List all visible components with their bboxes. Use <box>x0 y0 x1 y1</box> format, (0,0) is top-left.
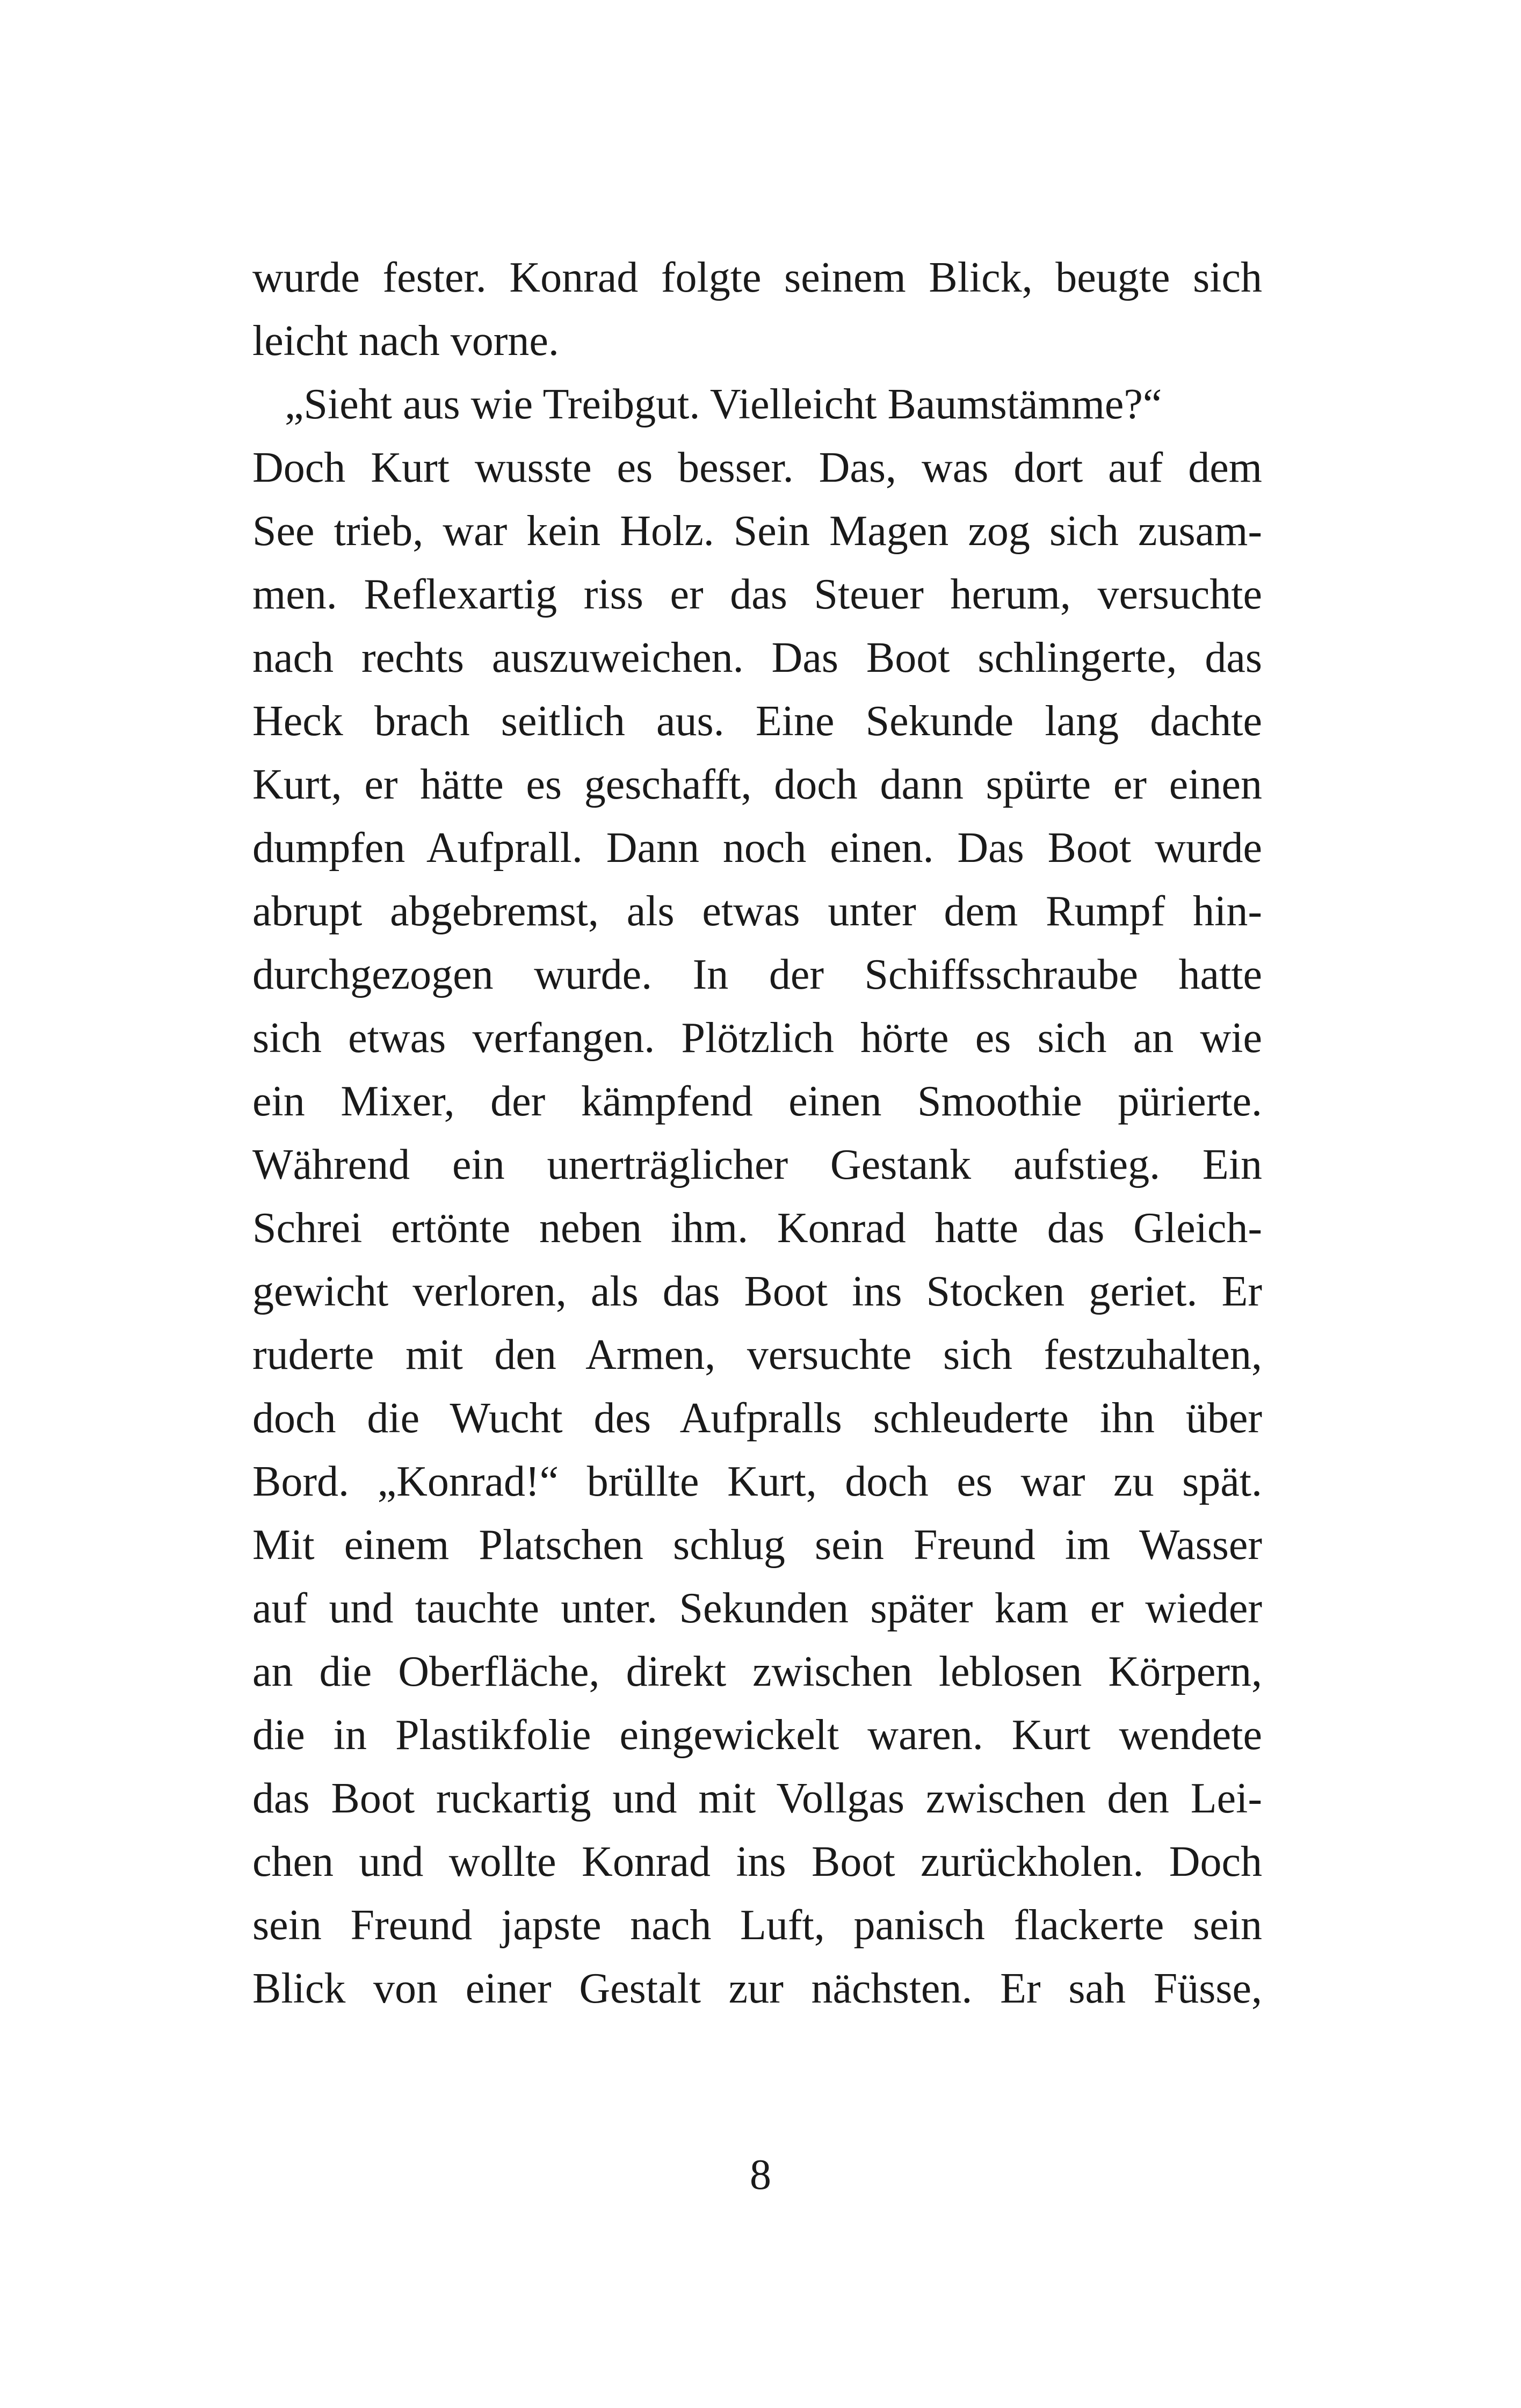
text-line: Bord. „Konrad!“ brüllte Kurt, doch es war zu spät. <box>252 1458 1262 1505</box>
text-line: nach rechts auszuweichen. Das Boot schlingerte, das <box>252 634 1262 681</box>
text-line: Heck brach seitlich aus. Eine Sekunde lang dachte <box>252 698 1262 745</box>
text-line: dumpfen Aufprall. Dann noch einen. Das Boot wurde <box>252 824 1262 872</box>
body-text <box>252 246 1262 2020</box>
text-line: wurde fester. Konrad folgte seinem Blick, beugte sich <box>252 254 1262 301</box>
page-number: 8 <box>750 2151 771 2199</box>
text-line: Kurt, er hätte es geschafft, doch dann spürte er einen <box>252 761 1262 808</box>
text-line: sich etwas verfangen. Plötzlich hörte es sich an wie <box>252 1014 1262 1062</box>
text-line: Schrei ertönte neben ihm. Konrad hatte das Gleich- <box>252 1205 1262 1252</box>
text-line: chen und wollte Konrad ins Boot zurückholen. Doch <box>252 1838 1262 1885</box>
text-line: Blick von einer Gestalt zur nächsten. Er sah Füsse, <box>252 1965 1262 2012</box>
text-line: ein Mixer, der kämpfend einen Smoothie pürierte. <box>252 1078 1262 1125</box>
text-line: See trieb, war kein Holz. Sein Magen zog sich zusam- <box>252 507 1262 555</box>
text-line: auf und tauchte unter. Sekunden später kam er wieder <box>252 1585 1262 1632</box>
text-line: Während ein unerträglicher Gestank aufstieg. Ein <box>252 1141 1262 1188</box>
text-line: an die Oberfläche, direkt zwischen leblosen Körpern, <box>252 1648 1262 1695</box>
text-line: ruderte mit den Armen, versuchte sich festzuhalten, <box>252 1331 1262 1379</box>
text-line: gewicht verloren, als das Boot ins Stocken geriet. Er <box>252 1268 1262 1315</box>
text-line: leicht nach vorne. <box>252 317 559 365</box>
text-line: „Sieht aus wie Treibgut. Vielleicht Baumstämme?“ <box>285 381 1162 428</box>
text-line: doch die Wucht des Aufpralls schleuderte ihn über <box>252 1395 1262 1442</box>
text-line: die in Plastikfolie eingewickelt waren. Kurt wendete <box>252 1711 1262 1759</box>
text-line: Doch Kurt wusste es besser. Das, was dort auf dem <box>252 444 1262 491</box>
text-line: men. Reflexartig riss er das Steuer herum, versuchte <box>252 571 1262 618</box>
text-line: durchgezogen wurde. In der Schiffsschraube hatte <box>252 951 1262 998</box>
text-line: Mit einem Platschen schlug sein Freund im Wasser <box>252 1521 1262 1569</box>
text-line: sein Freund japste nach Luft, panisch flackerte sein <box>252 1902 1262 1949</box>
text-line: abrupt abgebremst, als etwas unter dem Rumpf hin- <box>252 888 1262 935</box>
text-line: das Boot ruckartig und mit Vollgas zwischen den Lei- <box>252 1775 1262 1822</box>
